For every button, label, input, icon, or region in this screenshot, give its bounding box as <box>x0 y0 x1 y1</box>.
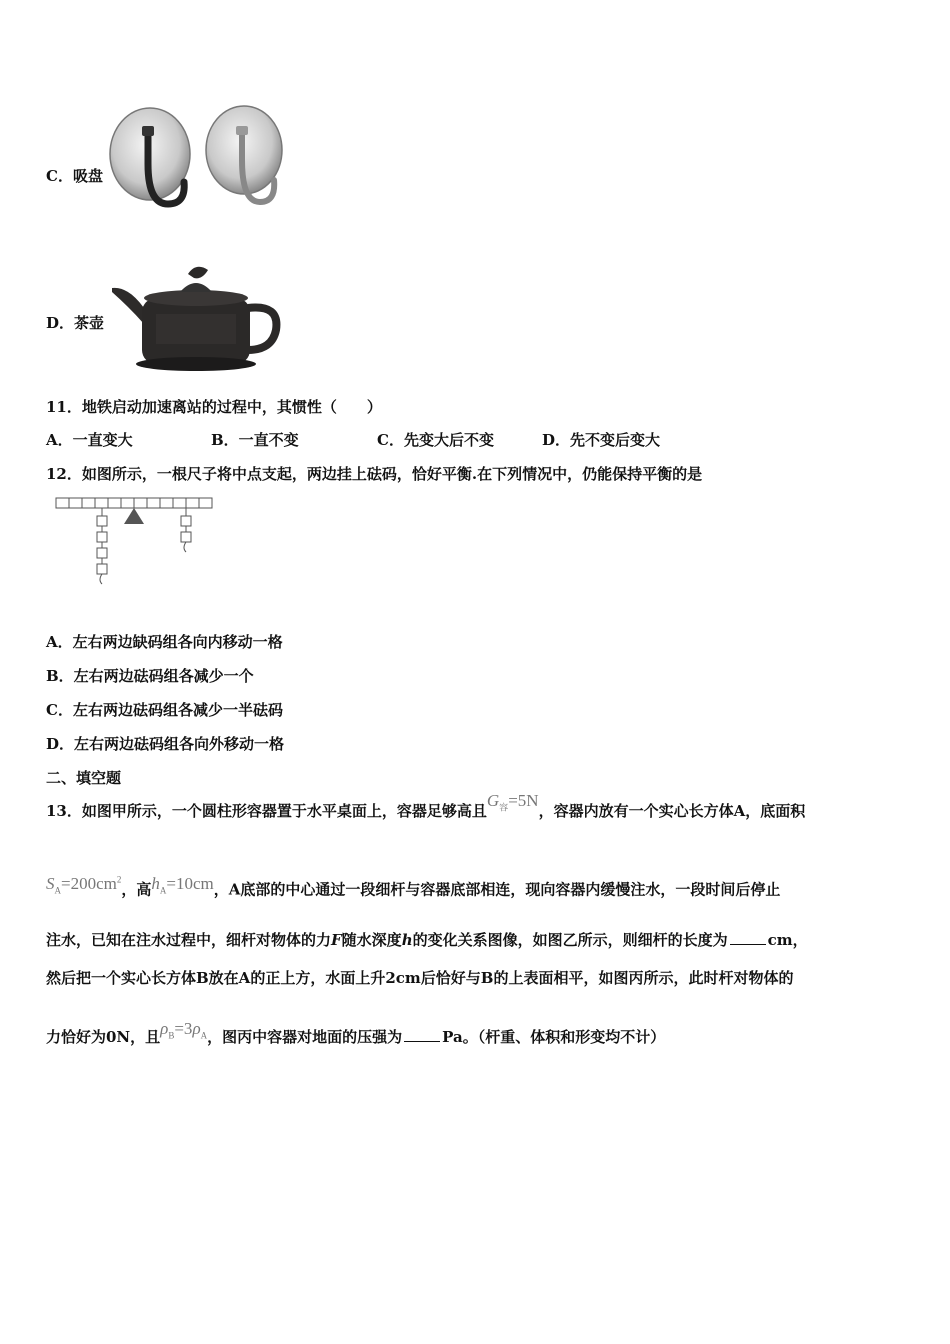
rho-b-symbol: ρ <box>160 1019 169 1038</box>
rho-b-sub: B <box>168 1030 175 1041</box>
q13-line5-b: ，图丙中容器对地面的压强为 <box>207 1028 403 1046</box>
q12-choice-b: B．左右两边砝码组各减少一个 <box>46 667 254 685</box>
q13-line-2 <box>46 866 780 915</box>
lever-balance-figure <box>54 496 216 592</box>
option-c-label: C． <box>46 167 73 185</box>
g-sub: 容 <box>499 802 509 813</box>
rho-eq: =3 <box>174 1019 193 1038</box>
answer-blank-length[interactable] <box>730 930 766 945</box>
q13-line3-a: 注水，已知在注水过程中，细杆对物体的力 <box>46 931 332 949</box>
option-d <box>46 312 104 333</box>
s-symbol: S <box>46 873 55 893</box>
q11-choice-c: C．先变大后不变 <box>377 431 494 449</box>
q13-line-5 <box>46 1018 665 1062</box>
suction-cup-light <box>206 106 282 202</box>
q11-stem: 11．地铁启动加速离站的过程中，其惯性（ ） <box>46 398 382 416</box>
option-d-label: D． <box>46 314 75 332</box>
q11-choice-d: D．先不变后变大 <box>542 431 661 449</box>
suction-cup-dark <box>110 108 190 204</box>
h-sub: A <box>159 885 167 896</box>
s-sup: 2 <box>116 874 122 884</box>
formula-g-container <box>486 791 539 813</box>
left-weights <box>97 508 107 584</box>
option-c <box>46 165 103 186</box>
q13-line-1 <box>46 792 805 836</box>
q11-choice-a: A．一直变大 <box>46 431 133 449</box>
h-symbol: h <box>151 873 160 893</box>
q12-choice-c: C．左右两边砝码组各减少一半砝码 <box>46 701 283 719</box>
q13-line3-b: 随水深度 <box>341 931 402 949</box>
right-weights <box>181 508 191 552</box>
s-value: =200cm <box>61 873 117 893</box>
ruler <box>56 498 212 508</box>
formula-h-height <box>151 873 214 896</box>
formula-density <box>160 1019 208 1041</box>
teapot-image <box>108 258 284 372</box>
force-symbol: F <box>331 931 342 949</box>
rho-a-symbol: ρ <box>192 1019 201 1038</box>
q13-line3-c: 的变化关系图像，如图乙所示，则细杆的长度为 <box>412 931 728 949</box>
q13-line1-a: 13．如图甲所示，一个圆柱形容器置于水平桌面上，容器足够高且 <box>46 802 487 820</box>
q13-line5-a: 力恰好为0N，且 <box>46 1028 161 1046</box>
q13-line3-unit: cm， <box>767 931 808 949</box>
suction-cup-image <box>108 104 288 216</box>
q13-line-4: 然后把一个实心长方体B放在A的正上方，水面上升2cm后恰好与B的上表面相平，如图丙所示，此时杆对物体的 <box>46 969 794 987</box>
q12-choice-d: D．左右两边砝码组各向外移动一格 <box>46 735 285 753</box>
formula-s-area <box>46 873 122 896</box>
q13-line2-b: ，A底部的中心通过一段细杆与容器底部相连，现向容器内缓慢注水，一段时间后停止 <box>213 880 781 899</box>
depth-symbol: h <box>401 931 413 949</box>
option-d-text: 茶壶 <box>74 314 105 332</box>
q13-s-sep: ，高 <box>121 880 152 899</box>
q12-stem: 12．如图所示，一根尺子将中点支起，两边挂上砝码，恰好平衡.在下列情况中，仍能保持平衡的是 <box>46 465 703 483</box>
g-value: =5N <box>508 791 539 810</box>
s-sub: A <box>54 885 61 896</box>
h-value: =10cm <box>166 873 214 893</box>
option-c-text: 吸盘 <box>72 167 103 185</box>
answer-blank-pressure[interactable] <box>404 1027 440 1042</box>
rho-a-sub: A <box>200 1030 208 1041</box>
q13-line1-b: ，容器内放有一个实心长方体A，底面积 <box>538 802 806 820</box>
q12-choice-a: A．左右两边缺码组各向内移动一格 <box>46 633 283 651</box>
q11-choice-b: B．一直不变 <box>211 431 299 449</box>
q13-line-3 <box>46 929 808 950</box>
q13-line5-c: Pa。（杆重、体积和形变均不计） <box>442 1028 666 1046</box>
g-symbol: G <box>486 791 500 810</box>
fulcrum <box>124 508 144 524</box>
section-title: 二、填空题 <box>46 769 122 787</box>
